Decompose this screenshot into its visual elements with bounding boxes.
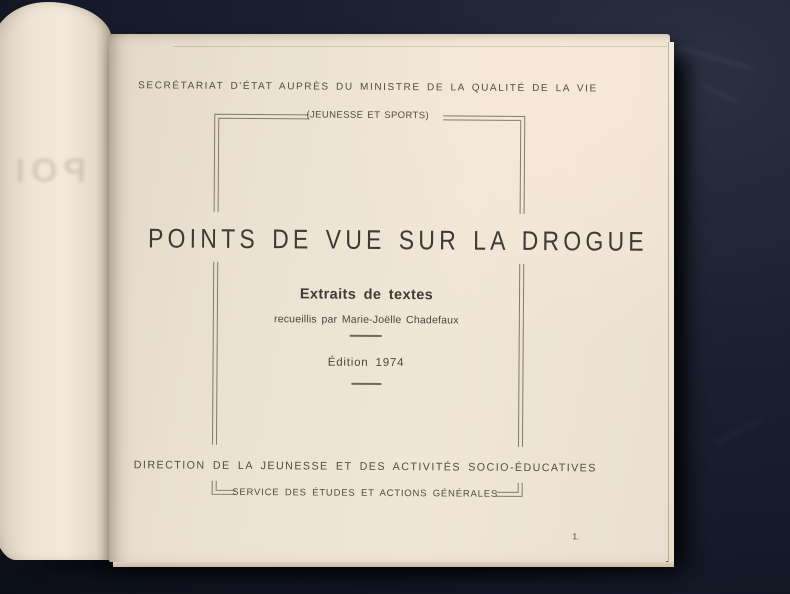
book-title: POINTS DE VUE SUR LA DROGUE bbox=[147, 223, 649, 257]
page-number: 1. bbox=[572, 531, 580, 542]
printed-content bbox=[107, 32, 672, 564]
ministry-line: SECRÉTARIAT D'ÉTAT AUPRÈS DU MINISTRE DE LA QUALITÉ DE LA VIE bbox=[138, 80, 598, 95]
edition-line: Édition 1974 bbox=[327, 356, 405, 370]
frame-line bbox=[214, 114, 309, 212]
direction-line: DIRECTION DE LA JEUNESSE ET DES ACTIVITÉS SOCIO-ÉDUCATIVES bbox=[133, 459, 597, 475]
book-subtitle: Extraits de textes bbox=[299, 286, 434, 304]
frame-line bbox=[443, 116, 525, 214]
background-scratch bbox=[701, 83, 738, 103]
showthrough-title-text: POI bbox=[9, 152, 86, 190]
separator-rule bbox=[350, 335, 382, 337]
background-scratch bbox=[714, 418, 761, 445]
byline: recueillis par Marie-Joëlle Chadefaux bbox=[273, 313, 459, 327]
frame-line bbox=[443, 120, 521, 214]
service-line: SERVICE DES ÉTUDES ET ACTIONS GÉNÉRALES bbox=[232, 486, 499, 500]
separator-rule bbox=[351, 383, 381, 385]
title-page bbox=[109, 34, 670, 562]
background-scratch bbox=[677, 45, 753, 70]
previous-page-curled bbox=[0, 2, 112, 560]
department-line: (JEUNESSE ET SPORTS) bbox=[306, 109, 430, 122]
frame-line bbox=[218, 118, 309, 212]
